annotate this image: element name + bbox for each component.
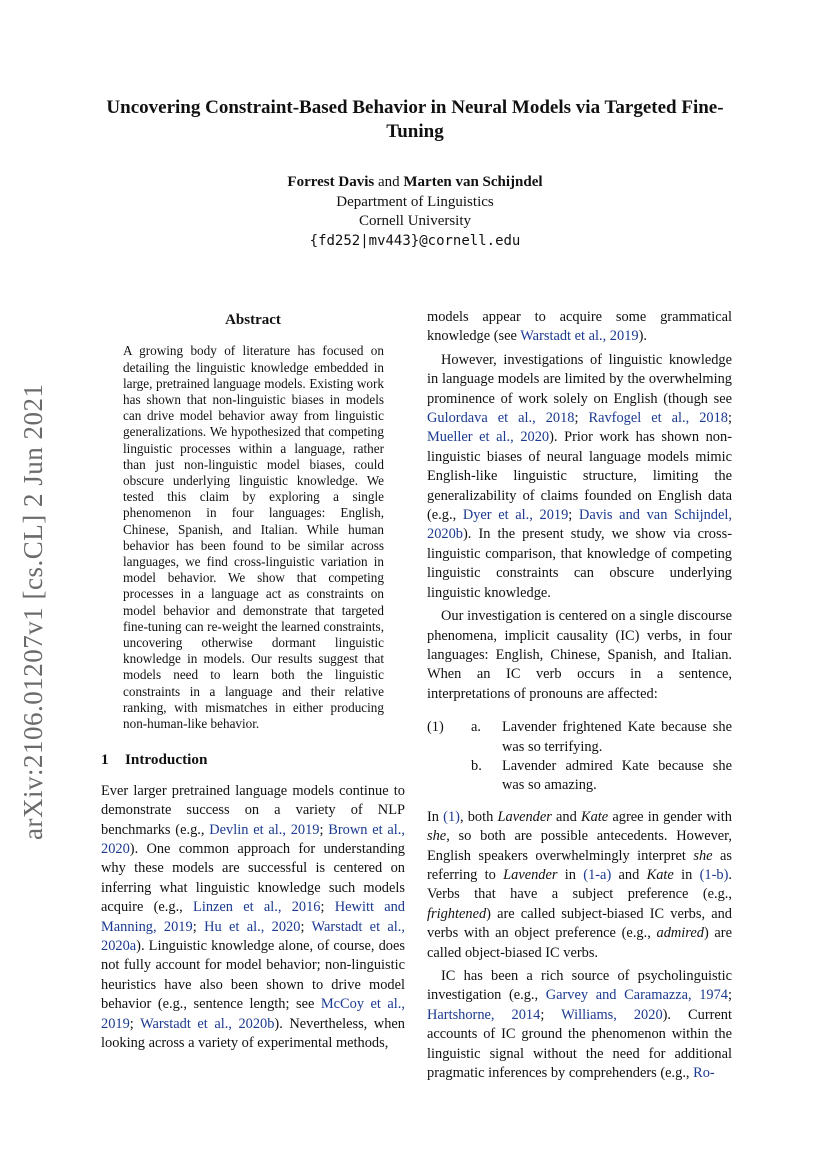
citation-link[interactable]: Hewitt and Manning, 2019 bbox=[101, 899, 405, 935]
text-run: ; bbox=[320, 899, 335, 916]
italic-term: Lavender bbox=[503, 866, 558, 883]
intro-paragraph-2 bbox=[427, 351, 732, 603]
example-item-b bbox=[427, 757, 732, 796]
text-run: Ever larger pretrained language models continue to demonstrate success on a variety of NLP benchmarks (e.g., bbox=[101, 782, 405, 838]
author-name: Forrest Davis bbox=[287, 174, 375, 190]
citation-link[interactable]: Linzen et al., 2016 bbox=[193, 899, 321, 916]
citation-link[interactable]: Davis and van Schijndel, 2020b bbox=[427, 507, 732, 543]
intro-paragraph-1-continued bbox=[427, 308, 732, 347]
citation-link[interactable]: Warstadt et al., 2020b bbox=[140, 1015, 275, 1032]
text-run: , so both are possible antecedents. However, English speakers overwhelmingly interpret bbox=[427, 828, 732, 864]
text-run: ; bbox=[540, 1006, 562, 1023]
example-reference-link[interactable]: (1-a) bbox=[583, 866, 612, 883]
text-run: agree in gender with bbox=[608, 808, 732, 825]
text-run: ). Nevertheless, when looking across a variety of experimental methods, bbox=[101, 1015, 405, 1051]
author-email: {fd252|mv443}@cornell.edu bbox=[309, 232, 521, 249]
text-run: ; bbox=[727, 987, 732, 1004]
italic-term: Lavender bbox=[497, 808, 552, 825]
text-run: ; bbox=[300, 918, 312, 935]
text-run: ). One common approach for understanding why these models are successful is centered on inferring what linguistic knowledge such models acquire (e.g., bbox=[101, 840, 405, 916]
text-run: ). In the present study, we show via cross-linguistic comparison, that knowledge of competing linguistic constraints can obscure underlying linguistic knowledge. bbox=[427, 526, 732, 601]
left-column bbox=[101, 308, 405, 1053]
citation-link[interactable]: Ro- bbox=[693, 1065, 715, 1082]
italic-term: she bbox=[427, 828, 447, 845]
text-run: ; bbox=[568, 507, 579, 524]
text-run: ; bbox=[319, 821, 329, 838]
section-title: Introduction bbox=[125, 751, 208, 769]
text-run: ) are called subject-biased IC verbs, and verbs with an object preference (e.g., bbox=[427, 905, 732, 942]
italic-term: she bbox=[693, 847, 713, 864]
citation-link[interactable]: Williams, 2020 bbox=[561, 1006, 663, 1023]
example-sentence: Lavender frightened Kate because she was so terrifying. bbox=[502, 719, 732, 755]
citation-link[interactable]: Dyer et al., 2019 bbox=[462, 507, 569, 524]
section-heading bbox=[101, 750, 405, 769]
intro-paragraph-1 bbox=[101, 782, 405, 1054]
example-item-a bbox=[427, 718, 732, 757]
abstract-heading: Abstract bbox=[225, 312, 281, 328]
citation-link[interactable]: Ravfogel et al., 2018 bbox=[588, 410, 728, 427]
intro-paragraph-5 bbox=[427, 967, 732, 1083]
text-run: ; bbox=[192, 918, 205, 935]
right-column bbox=[427, 308, 732, 1083]
text-run: models appear to acquire some grammatical knowledge (see bbox=[427, 309, 732, 345]
citation-link[interactable]: Warstadt et al., 2019 bbox=[520, 328, 639, 345]
linguistic-example bbox=[427, 718, 732, 796]
citation-link[interactable]: Warstadt et al., 2020a bbox=[101, 918, 405, 954]
text-run: ). Prior work has shown non-linguistic biases of neural language models mimic English-like linguistic structure, limiting the generalizability of claims founded on English data (e.g., bbox=[427, 429, 732, 524]
example-number: (1) bbox=[427, 719, 444, 736]
citation-link[interactable]: Devlin et al., 2019 bbox=[209, 821, 320, 838]
citation-link[interactable]: Hartshorne, 2014 bbox=[427, 1006, 541, 1023]
example-reference-link[interactable]: (1-b) bbox=[699, 866, 729, 883]
citation-link[interactable]: Gulordava et al., 2018 bbox=[427, 410, 575, 427]
example-letter: b. bbox=[471, 757, 482, 774]
text-run: . Verbs that have a subject preference (e.g., bbox=[427, 866, 732, 903]
text-run: and bbox=[611, 866, 647, 883]
text-run: ; bbox=[727, 410, 732, 427]
text-run: IC has been a rich source of psycholinguistic investigation (e.g., bbox=[427, 968, 732, 1004]
italic-term: Kate bbox=[581, 808, 609, 825]
author-name: Marten van Schijndel bbox=[403, 174, 543, 190]
example-sentence: Lavender admired Kate because she was so amazing. bbox=[502, 757, 732, 794]
author-block bbox=[100, 173, 730, 251]
text-run: in bbox=[557, 866, 584, 883]
citation-link[interactable]: McCoy et al., 2019 bbox=[101, 996, 405, 1032]
intro-paragraph-3: Our investigation is centered on a single discourse phenomena, implicit causality (IC) verbs, in four languages: English, Chinese, Spanish, and Italian. When an IC verb occurs in a sentence, interpretations of pronouns are affected: bbox=[427, 608, 732, 702]
university: Cornell University bbox=[358, 213, 472, 229]
citation-link[interactable]: Hu et al., 2020 bbox=[204, 918, 301, 935]
italic-term: frightened bbox=[427, 905, 487, 922]
abstract-text: A growing body of literature has focused on detailing the linguistic knowledge embedded in large, pretrained language models. Existing work has shown that non-linguistic biases in models can drive model behavior away from linguistic generalizations. We hypothesized that competing linguistic processes within a language, rather than just non-linguistic model biases, could obscure underlying linguistic knowledge. We tested this claim by exploring a single phenomenon in four languages: English, Chinese, Spanish, and Italian. While human behavior has been found to be similar across languages, we find cross-linguistic variation in model behavior. We show that competing processes in a language act as constraints on model behavior and demonstrate that targeted fine-tuning can re-weight the learned constraints, uncovering otherwise dormant linguistic knowledge in models. Our results suggest that models need to learn both the linguistic constraints in a language and their relative ranking, with mismatches in either producing non-human-like behavior. bbox=[123, 343, 384, 732]
text-run: ). bbox=[638, 328, 647, 345]
text-run: ; bbox=[129, 1015, 141, 1032]
citation-link[interactable]: Mueller et al., 2020 bbox=[427, 429, 550, 446]
citation-link[interactable]: Brown et al., 2020 bbox=[101, 821, 405, 857]
example-letter: a. bbox=[471, 719, 481, 736]
author-names bbox=[100, 173, 730, 193]
text-run: ; bbox=[574, 410, 589, 427]
citation-link[interactable]: Garvey and Caramazza, 1974 bbox=[545, 987, 728, 1004]
text-run: , both bbox=[459, 808, 498, 825]
text-run: However, investigations of linguistic knowledge in language models are limited by the overwhelming prominence of work solely on English (though see bbox=[427, 351, 732, 407]
paper-title: Uncovering Constraint-Based Behavior in Neural Models via Targeted Fine-Tuning bbox=[106, 97, 724, 142]
department: Department of Linguistics bbox=[336, 193, 494, 210]
italic-term: Kate bbox=[646, 866, 674, 883]
text-run: ) are called object-biased IC verbs. bbox=[427, 925, 732, 961]
italic-term: admired bbox=[656, 925, 704, 942]
example-reference-link[interactable]: (1) bbox=[443, 808, 460, 825]
text-run: ). Linguistic knowledge alone, of course, does not fully account for model behavior; non-linguistic heuristics have also been shown to drive model behavior (e.g., sentence length; see bbox=[101, 937, 405, 1013]
text-run: and bbox=[551, 808, 581, 825]
author-conjunction: and bbox=[377, 174, 400, 190]
text-run: In bbox=[427, 808, 444, 825]
text-run: ). Current accounts of IC ground the phenomenon within the linguistic signal without the need for additional pragmatic inferences by comprehenders (e.g., bbox=[427, 1006, 732, 1082]
intro-paragraph-4 bbox=[427, 808, 732, 963]
arxiv-identifier: arXiv:2106.01207v1 [cs.CL] 2 Jun 2021 bbox=[18, 383, 48, 840]
text-run: in bbox=[673, 866, 700, 883]
section-number: 1 bbox=[101, 751, 109, 769]
text-run: as referring to bbox=[427, 847, 732, 883]
